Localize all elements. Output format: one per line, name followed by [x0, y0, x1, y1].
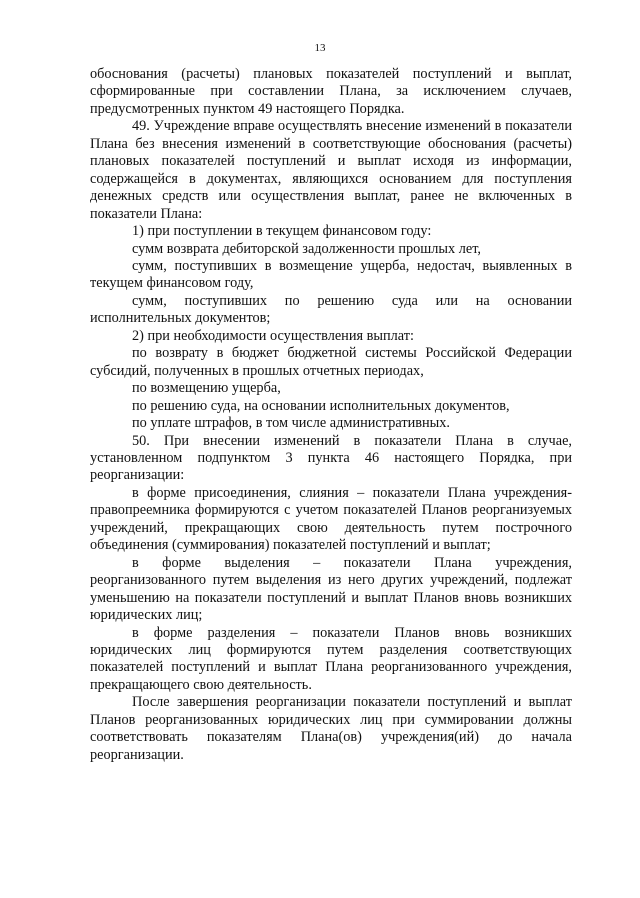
document-body: [90, 66, 572, 764]
paragraph: 49. Учреждение вправе осуществлять внесение изменений в показатели Плана без внесения изменений в соответствующие обоснования (расчеты) плановых показателей поступлений и выплат исходя из информации, содержащейся в документах, являющихся основанием для поступления денежных средств или осуществления выплат, ранее не включенных в показатели Плана:: [90, 118, 572, 222]
paragraph: по возврату в бюджет бюджетной системы Российской Федерации субсидий, полученных в прошлых отчетных периодах,: [90, 345, 572, 379]
paragraph: 50. При внесении изменений в показатели Плана в случае, установленном подпунктом 3 пункта 46 настоящего Порядка, при реорганизации:: [90, 432, 572, 484]
paragraph: После завершения реорганизации показатели поступлений и выплат Планов реорганизованных юридических лиц при суммировании должны соответствовать показателям Плана(ов) учреждения(ий) до начала реорганизации.: [90, 694, 572, 763]
paragraph: обоснования (расчеты) плановых показателей поступлений и выплат, сформированные при составлении Плана, за исключением случаев, предусмотренных пунктом 49 настоящего Порядка.: [90, 66, 572, 117]
paragraph: по возмещению ущерба,: [132, 380, 281, 397]
paragraph: сумм, поступивших в возмещение ущерба, недостач, выявленных в текущем финансовом году,: [90, 257, 572, 292]
paragraph: по уплате штрафов, в том числе административных.: [132, 415, 450, 432]
paragraph: в форме разделения – показатели Планов вновь возникших юридических лиц формируются путем разделения соответствующих показателей поступлений и выплат Плана реорганизованного учреждения, прекращающего свою деятельность.: [90, 624, 572, 693]
paragraph: сумм возврата дебиторской задолженности прошлых лет,: [132, 240, 481, 257]
paragraph: в форме выделения – показатели Плана учреждения, реорганизованного путем выделения из него других учреждений, подлежат уменьшению на показатели поступлений и выплат Планов вновь возникших юридических лиц;: [90, 554, 572, 624]
page-number: 13: [314, 42, 326, 54]
paragraph: 1) при поступлении в текущем финансовом году:: [132, 223, 432, 240]
paragraph: по решению суда, на основании исполнительных документов,: [132, 397, 510, 414]
paragraph: 2) при необходимости осуществления выплат:: [132, 327, 414, 344]
paragraph: сумм, поступивших по решению суда или на основании исполнительных документов;: [90, 292, 572, 327]
paragraph: в форме присоединения, слияния – показатели Плана учреждения-правопреемника формируются с учетом показателей Планов реорганизуемых учреждений, прекращающих свою деятельность путем построчного объединения (суммирования) показателей поступлений и выплат;: [90, 484, 572, 554]
